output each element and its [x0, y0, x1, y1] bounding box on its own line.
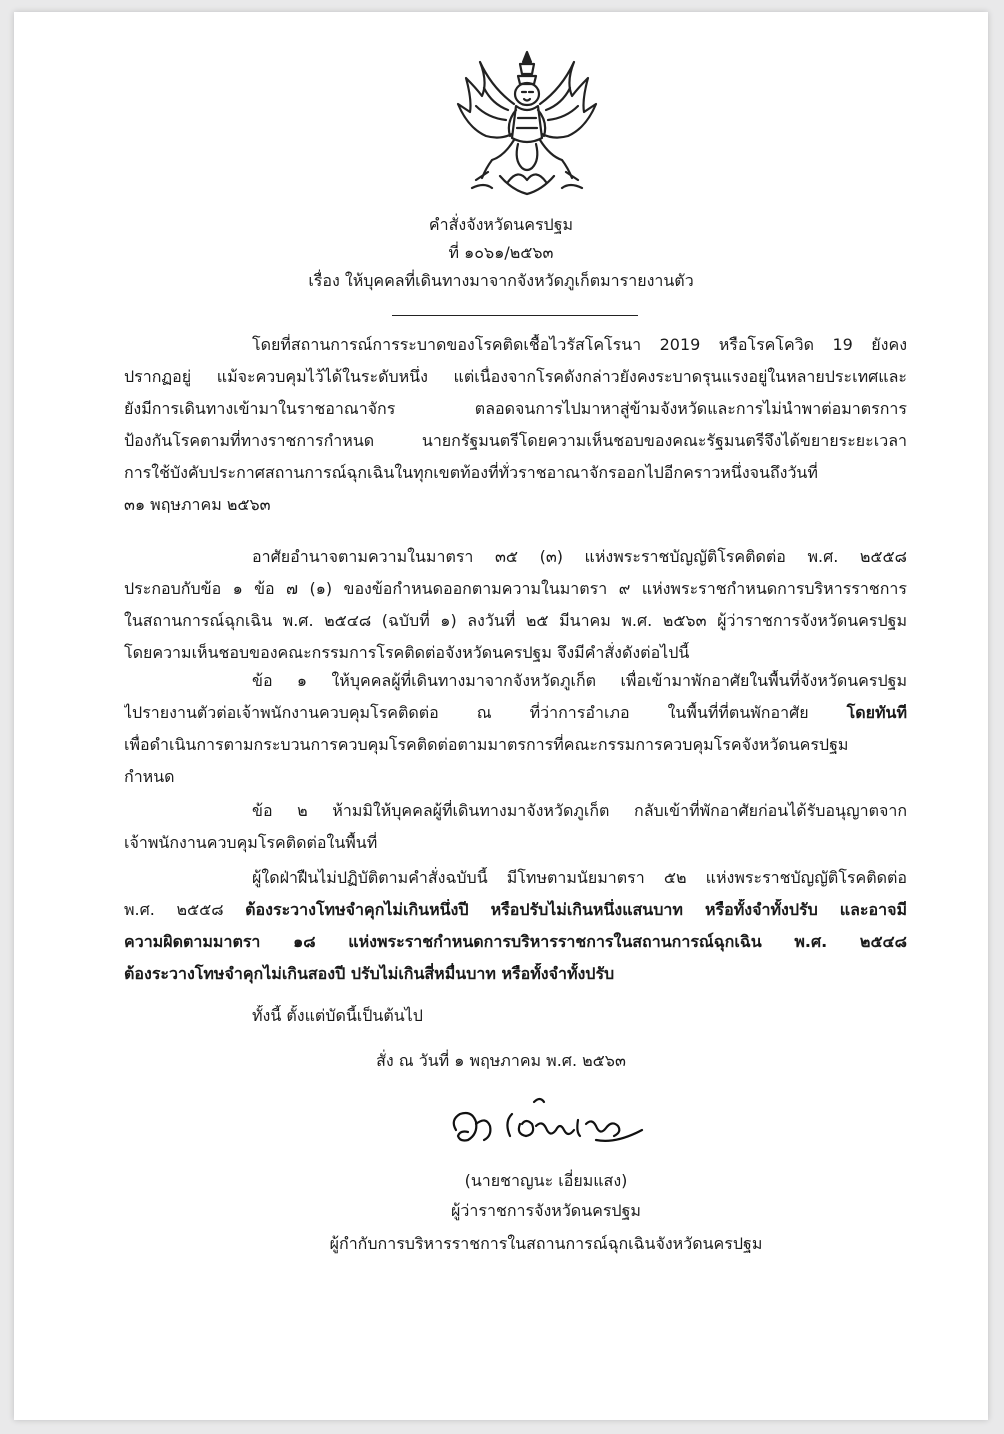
- clause-emphasis: โดยทันที: [846, 703, 907, 722]
- paragraph-line: ข้อ ๒ ห้ามมิให้บุคคลผู้ที่เดินทางมาจังหวัดภูเก็ต กลับเข้าที่พักอาศัยก่อนได้รับอนุญาตจาก: [252, 801, 907, 820]
- clause-text: ไปรายงานตัวต่อเจ้าพนักงานควบคุมโรคติดต่อ ณ ที่ว่าการอำเภอ ในพื้นที่ที่ตนพักอาศัย: [124, 703, 847, 722]
- paragraph-line: ประกอบกับข้อ ๑ ข้อ ๗ (๑) ของข้อกำหนดออกตามความในมาตรา ๙ แห่งพระราชกำหนดการบริหารราชการ: [124, 579, 907, 598]
- paragraph-line: ต้องระวางโทษจำคุกไม่เกินสองปี ปรับไม่เกินสี่หมื่นบาท หรือทั้งจำทั้งปรับ: [124, 964, 615, 983]
- garuda-emblem-icon: [452, 48, 602, 200]
- header-divider: [392, 315, 638, 316]
- paragraph-line: ป้องกันโรคตามที่ทางราชการกำหนด นายกรัฐมนตรีโดยความเห็นชอบของคณะรัฐมนตรีจึงได้ขยายระยะเวลา: [124, 431, 907, 450]
- paragraph-line: โดยความเห็นชอบของคณะกรรมการโรคติดต่อจังหวัดนครปฐม จึงมีคำสั่งดังต่อไปนี้: [124, 643, 690, 662]
- signatory-name: (นายชาญนะ เอี่ยมแสง): [464, 1171, 628, 1190]
- paragraph-line: การใช้บังคับประกาศสถานการณ์ฉุกเฉินในทุกเขตท้องที่ทั่วราชอาณาจักรออกไปอีกคราวหนึ่งจนถึงวันที่: [124, 463, 818, 482]
- paragraph-clause-2: [124, 800, 907, 864]
- paragraph-line: ข้อ ๑ ให้บุคคลผู้ที่เดินทางมาจากจังหวัดภูเก็ต เพื่อเข้ามาพักอาศัยในพื้นที่จังหวัดนครปฐม: [252, 671, 907, 690]
- order-title: คำสั่งจังหวัดนครปฐม: [428, 215, 574, 234]
- paragraph-line: โดยที่สถานการณ์การระบาดของโรคติดเชื้อไวรัสโคโรนา 2019 หรือโรคโควิด 19 ยังคง: [252, 335, 907, 354]
- paragraph-line: ปรากฏอยู่ แม้จะควบคุมไว้ได้ในระดับหนึ่ง แต่เนื่องจากโรคดังกล่าวยังคงระบาดรุนแรงอยู่ในหลายประเทศและ: [124, 367, 907, 386]
- paragraph-line: ยังมีการเดินทางเข้ามาในราชอาณาจักร ตลอดจนการไปมาหาสู่ข้ามจังหวัดและการไม่นำพาต่อมาตรการ: [124, 399, 907, 418]
- paragraph-authority: [124, 546, 907, 674]
- document-page: [14, 12, 988, 1420]
- paragraph-preamble: [124, 334, 907, 526]
- paragraph-line: ๓๑ พฤษภาคม ๒๕๖๓: [124, 495, 271, 514]
- paragraph-line: ความผิดตามมาตรา ๑๘ แห่งพระราชกำหนดการบริหารราชการในสถานการณ์ฉุกเฉิน พ.ศ. ๒๕๔๘: [124, 932, 907, 951]
- signatory-role: ผู้กำกับการบริหารราชการในสถานการณ์ฉุกเฉินจังหวัดนครปฐม: [329, 1234, 763, 1253]
- order-subject: เรื่อง ให้บุคคลที่เดินทางมาจากจังหวัดภูเก็ตมารายงานตัว: [308, 271, 694, 290]
- paragraph-line: ทั้งนี้ ตั้งแต่บัดนี้เป็นต้นไป: [252, 1006, 423, 1025]
- paragraph-line: [124, 899, 907, 931]
- paragraph-line: อาศัยอำนาจตามความในมาตรา ๓๕ (๓) แห่งพระราชบัญญัติโรคติดต่อ พ.ศ. ๒๕๕๘: [252, 547, 907, 566]
- paragraph-effective: [124, 1005, 907, 1037]
- paragraph-line: ในสถานการณ์ฉุกเฉิน พ.ศ. ๒๕๔๘ (ฉบับที่ ๑) ลงวันที่ ๒๕ มีนาคม พ.ศ. ๒๕๖๓ ผู้ว่าราชการจังหวัดนครปฐม: [124, 611, 907, 630]
- order-number: ที่ ๑๐๖๑/๒๕๖๓: [448, 243, 554, 262]
- paragraph-penalty: [124, 867, 907, 995]
- paragraph-line: กำหนด: [124, 767, 175, 786]
- signing-date: สั่ง ณ วันที่ ๑ พฤษภาคม พ.ศ. ๒๕๖๓: [376, 1051, 626, 1070]
- paragraph-line: ผู้ใดฝ่าฝืนไม่ปฏิบัติตามคำสั่งฉบับนี้ มีโทษตามนัยมาตรา ๕๒ แห่งพระราชบัญญัติโรคติดต่อ: [252, 868, 907, 887]
- paragraph-line: เจ้าพนักงานควบคุมโรคติดต่อในพื้นที่: [124, 833, 378, 852]
- signatory-position: ผู้ว่าราชการจังหวัดนครปฐม: [451, 1201, 641, 1220]
- handwritten-signature: [446, 1090, 652, 1156]
- paragraph-line: เพื่อดำเนินการตามกระบวนการควบคุมโรคติดต่อตามมาตรการที่คณะกรรมการควบคุมโรคจังหวัดนครปฐม: [124, 735, 849, 754]
- paragraph-clause-1: [124, 670, 907, 798]
- paragraph-line: [124, 702, 907, 734]
- penalty-emphasis: ต้องระวางโทษจำคุกไม่เกินหนึ่งปี หรือปรับไม่เกินหนึ่งแสนบาท หรือทั้งจำทั้งปรับ และอาจมี: [245, 900, 907, 919]
- penalty-text: พ.ศ. ๒๕๕๘: [124, 900, 246, 919]
